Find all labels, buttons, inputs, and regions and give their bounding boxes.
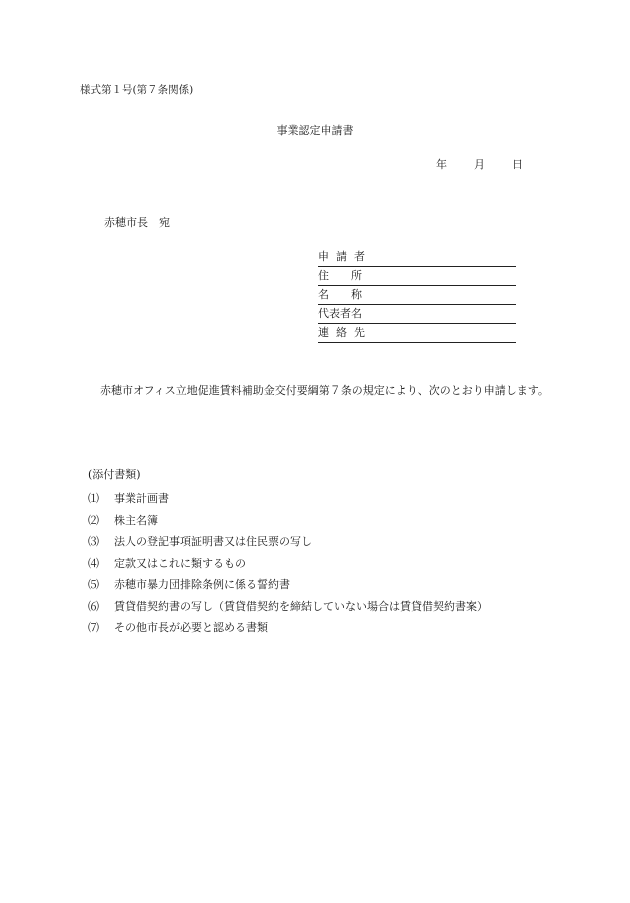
name-row [318, 286, 516, 305]
item-number: ⑴ [88, 492, 99, 505]
list-item [88, 531, 488, 553]
applicant-row [318, 248, 516, 267]
date-year-label: 年 [436, 158, 447, 171]
contact-label-text: 連絡先 [318, 326, 372, 339]
item-number: ⑷ [88, 556, 99, 570]
addressee: 赤穂市長 宛 [104, 216, 170, 229]
list-item [88, 596, 488, 618]
application-statement: 赤穂市オフィス立地促進賃料補助金交付要綱第７条の規定により、次のとおり申請します。 [100, 384, 549, 397]
address-label-text: 住所 [318, 269, 384, 282]
representative-label-text: 代表者名 [318, 307, 362, 320]
item-text: 定款又はこれに類するもの [114, 556, 246, 570]
list-item [88, 488, 488, 510]
name-label [318, 287, 384, 303]
list-item [88, 574, 488, 596]
applicant-label [318, 249, 372, 265]
contact-label [318, 325, 372, 341]
list-item [88, 553, 488, 575]
item-number: ⑹ [88, 599, 99, 613]
representative-row [318, 305, 516, 324]
address-row [318, 267, 516, 286]
address-label [318, 268, 384, 284]
list-item [88, 510, 488, 532]
attachments-list [88, 488, 488, 639]
item-text: その他市長が必要と認める書類 [114, 621, 268, 634]
attachments-heading: (添付書類) [88, 468, 141, 481]
date-day-label: 日 [512, 158, 523, 171]
date-month-label: 月 [474, 158, 485, 171]
applicant-label-text: 申請者 [318, 250, 372, 263]
contact-row [318, 324, 516, 343]
item-text: 法人の登記事項証明書又は住民票の写し [114, 535, 312, 548]
item-text: 赤穂市暴力団排除条例に係る誓約書 [114, 578, 290, 591]
item-text: 賃貸借契約書の写し（賃貸借契約を締結していない場合は賃貸借契約書案） [114, 599, 488, 613]
item-number: ⑺ [88, 621, 99, 634]
item-number: ⑵ [88, 513, 99, 527]
name-label-text: 名称 [318, 288, 384, 301]
list-item [88, 617, 488, 639]
item-text: 株主名簿 [114, 513, 158, 527]
date-line [436, 156, 523, 172]
form-number: 様式第１号(第７条関係) [80, 84, 194, 96]
applicant-block [318, 248, 516, 343]
item-text: 事業計画書 [114, 492, 169, 505]
item-number: ⑶ [88, 535, 99, 548]
item-number: ⑸ [88, 578, 99, 591]
representative-label [318, 306, 364, 322]
document-title: 事業認定申請書 [276, 124, 354, 137]
